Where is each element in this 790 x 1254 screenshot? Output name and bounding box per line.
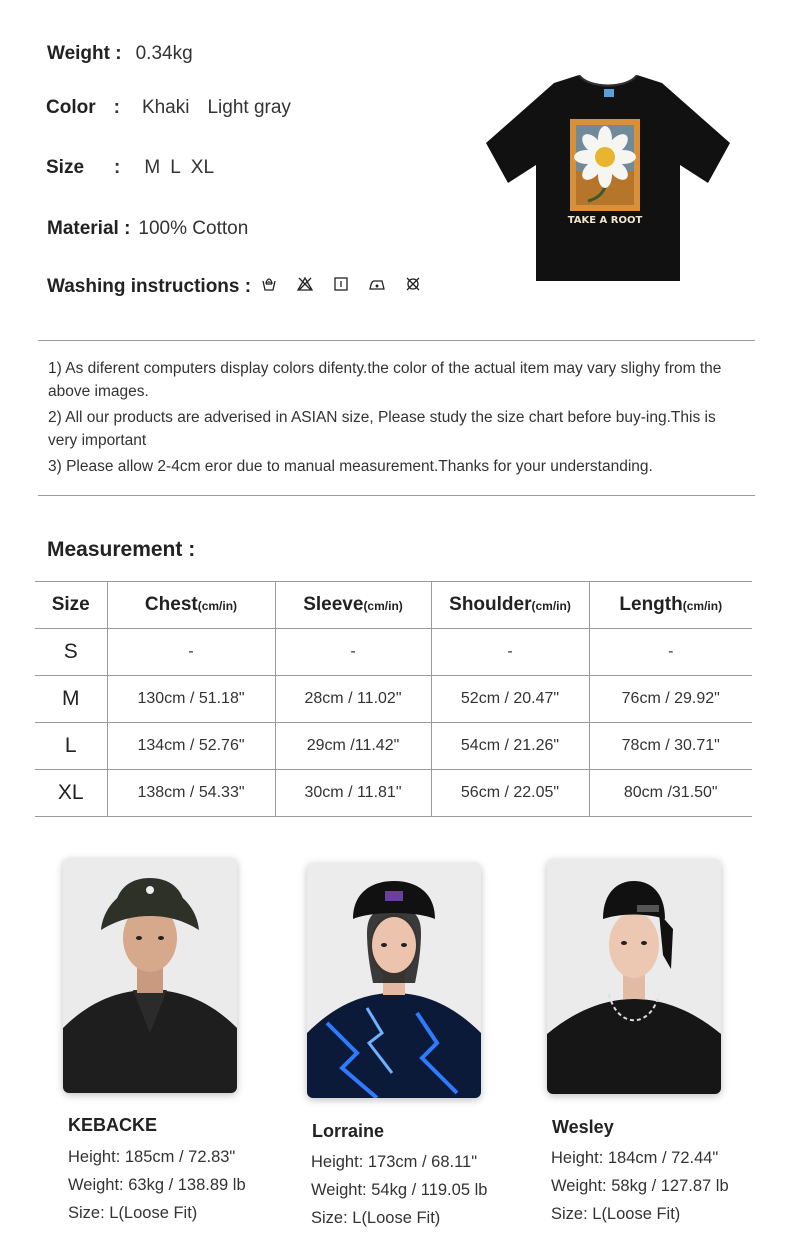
note-3: 3) Please allow 2-4cm eror due to manual measurement.Thanks for your understanding.	[48, 458, 653, 475]
cell-shoulder: -	[431, 629, 589, 676]
line-dry-icon	[333, 276, 349, 292]
spec-color	[46, 97, 291, 119]
header-length: Length(cm/in)	[589, 582, 752, 629]
model-info-kebacke	[68, 1143, 246, 1227]
model-photo-lorraine	[307, 863, 481, 1098]
cell-shoulder: 56cm / 22.05"	[431, 770, 589, 817]
hand-wash-icon	[261, 276, 277, 292]
low-iron-icon	[369, 276, 385, 292]
model-photo-wesley	[547, 859, 721, 1094]
notes-block	[48, 357, 748, 481]
table-header-row	[35, 582, 752, 629]
model-height: Height: 185cm / 72.83"	[68, 1148, 236, 1166]
spec-material	[47, 218, 248, 240]
cell-length: 76cm / 29.92"	[589, 676, 752, 723]
table-row	[35, 770, 752, 817]
material-value: 100% Cotton	[138, 218, 249, 239]
note-2: 2) All our products are adverised in ASIAN size, Please study the size chart before buy-ing.This is very important	[48, 409, 716, 449]
cell-chest: -	[107, 629, 275, 676]
washing-icons	[261, 276, 421, 292]
header-size: Size	[35, 582, 107, 629]
model-weight: Weight: 63kg / 138.89 lb	[68, 1176, 246, 1194]
model-name-wesley: Wesley	[552, 1117, 614, 1137]
model-info-wesley	[551, 1144, 729, 1228]
color-value-khaki: Khaki	[141, 97, 190, 118]
table-row	[35, 723, 752, 770]
cell-size: L	[35, 723, 107, 770]
shirt-print-text: TAKE A ROOT	[567, 215, 643, 226]
cell-sleeve: 28cm / 11.02"	[275, 676, 431, 723]
header-chest: Chest(cm/in)	[107, 582, 275, 629]
color-colon: :	[113, 97, 120, 118]
table-row	[35, 629, 752, 676]
spec-washing	[47, 276, 421, 298]
cell-sleeve: 29cm /11.42"	[275, 723, 431, 770]
size-value-l: L	[170, 157, 181, 178]
color-value-light-gray: Light gray	[207, 97, 291, 118]
header-sleeve: Sleeve(cm/in)	[275, 582, 431, 629]
cell-length: -	[589, 629, 752, 676]
divider-top	[38, 340, 755, 341]
header-shoulder: Shoulder(cm/in)	[431, 582, 589, 629]
model-weight: Weight: 54kg / 119.05 lb	[311, 1181, 488, 1199]
model-name-lorraine: Lorraine	[312, 1121, 385, 1141]
spec-size	[46, 157, 214, 179]
cell-shoulder: 54cm / 21.26"	[431, 723, 589, 770]
model-height: Height: 184cm / 72.44"	[551, 1149, 719, 1167]
model-height: Height: 173cm / 68.11"	[311, 1153, 478, 1171]
size-label: Size	[46, 157, 85, 178]
cell-sleeve: 30cm / 11.81"	[275, 770, 431, 817]
model-name-kebacke: KEBACKE	[68, 1115, 158, 1135]
weight-label: Weight :	[47, 43, 122, 64]
cell-chest: 130cm / 51.18"	[107, 676, 275, 723]
cell-chest: 138cm / 54.33"	[107, 770, 275, 817]
color-label: Color	[46, 97, 96, 118]
product-tshirt-image	[484, 75, 732, 283]
measurement-title: Measurement :	[47, 538, 196, 561]
model-info-lorraine	[311, 1148, 487, 1232]
spec-weight	[47, 43, 193, 65]
model-weight: Weight: 58kg / 127.87 lb	[551, 1177, 729, 1195]
size-value-xl: XL	[190, 157, 215, 178]
cell-shoulder: 52cm / 20.47"	[431, 676, 589, 723]
weight-value: 0.34kg	[135, 43, 193, 64]
cell-length: 80cm /31.50"	[589, 770, 752, 817]
cell-sleeve: -	[275, 629, 431, 676]
no-bleach-icon	[297, 276, 313, 292]
material-label: Material :	[47, 218, 131, 239]
model-photo-kebacke	[63, 858, 237, 1093]
model-size: Size: L(Loose Fit)	[551, 1205, 681, 1223]
cell-size: XL	[35, 770, 107, 817]
cell-length: 78cm / 30.71"	[589, 723, 752, 770]
size-chart-table	[35, 581, 752, 817]
size-colon: :	[114, 157, 121, 178]
table-row	[35, 676, 752, 723]
no-dry-clean-icon	[405, 276, 421, 292]
model-size: Size: L(Loose Fit)	[68, 1204, 198, 1222]
note-1: 1) As diferent computers display colors difenty.the color of the actual item may vary slighy from the above images.	[48, 360, 722, 400]
cell-chest: 134cm / 52.76"	[107, 723, 275, 770]
divider-bottom	[38, 495, 755, 496]
washing-label: Washing instructions :	[47, 276, 252, 297]
size-value-m: M	[144, 157, 161, 178]
model-size: Size: L(Loose Fit)	[311, 1209, 441, 1227]
cell-size: S	[35, 629, 107, 676]
cell-size: M	[35, 676, 107, 723]
